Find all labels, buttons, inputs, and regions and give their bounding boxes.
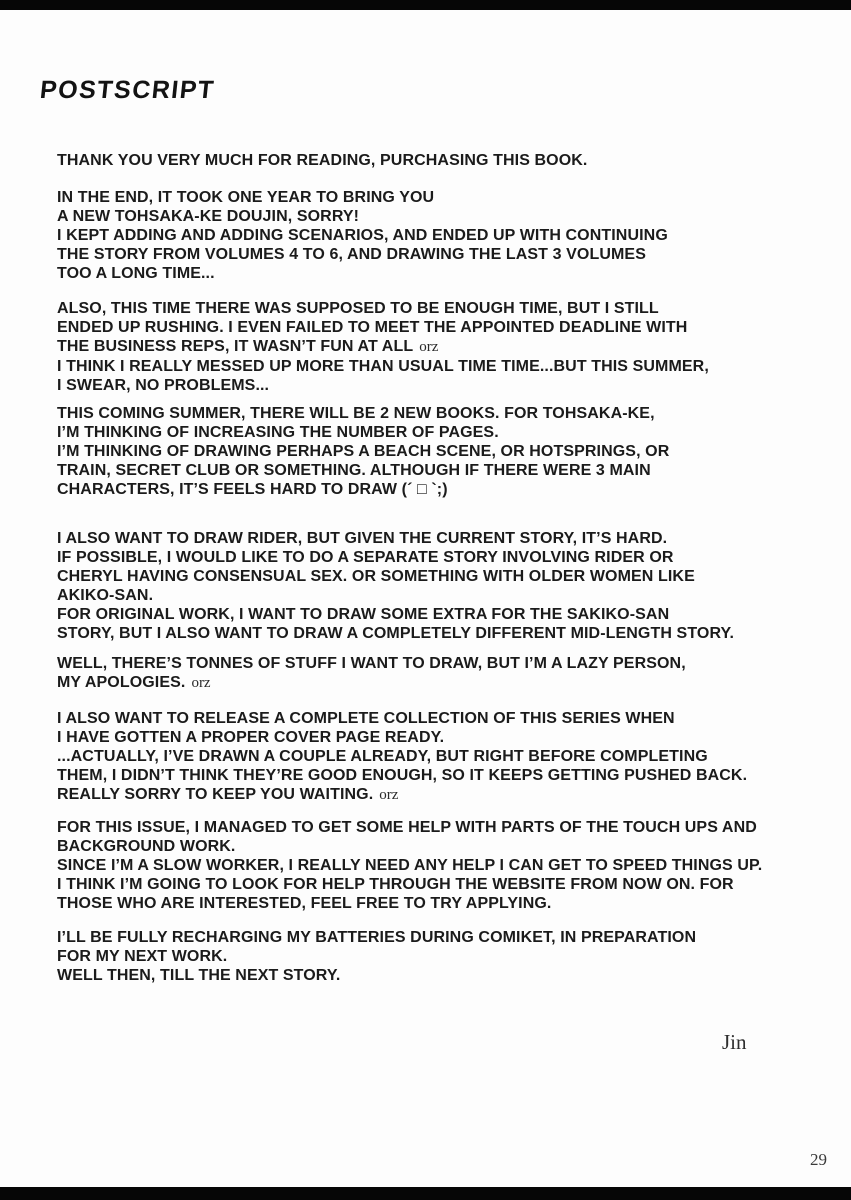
text-line: ENDED UP RUSHING. I EVEN FAILED TO MEET THE APPOINTED DEADLINE WITH [57, 319, 688, 336]
text-line: FOR MY NEXT WORK. [57, 948, 228, 965]
text-line: ...ACTUALLY, I’VE DRAWN A COUPLE ALREADY, BUT RIGHT BEFORE COMPLETING [57, 748, 708, 765]
text-line: STORY, BUT I ALSO WANT TO DRAW A COMPLETELY DIFFERENT MID-LENGTH STORY. [57, 625, 735, 642]
text-line: I’M THINKING OF INCREASING THE NUMBER OF PAGES. [57, 424, 499, 441]
paragraph-collection [57, 709, 847, 805]
text-line: I KEPT ADDING AND ADDING SCENARIOS, AND ENDED UP WITH CONTINUING [57, 227, 668, 244]
page-title: POSTSCRIPT [38, 76, 217, 104]
text-line: THOSE WHO ARE INTERESTED, FEEL FREE TO TRY APPLYING. [57, 895, 552, 912]
text-line: BACKGROUND WORK. [57, 838, 236, 855]
orz-emoticon: orz [419, 339, 439, 355]
text-line [57, 785, 847, 805]
text-segment: REALLY SORRY TO KEEP YOU WAITING. [57, 786, 374, 803]
text-line: AKIKO-SAN. [57, 587, 154, 604]
paragraph-one-year [57, 188, 847, 283]
text-line: THIS COMING SUMMER, THERE WILL BE 2 NEW BOOKS. FOR TOHSAKA-KE, [57, 405, 655, 422]
orz-emoticon: orz [379, 787, 399, 803]
paragraph-summer-books [57, 404, 847, 499]
text-segment: THE BUSINESS REPS, IT WASN’T FUN AT ALL [57, 338, 414, 355]
paragraph-thanks [57, 151, 847, 170]
text-line: I THINK I’M GOING TO LOOK FOR HELP THROUGH THE WEBSITE FROM NOW ON. FOR [57, 876, 734, 893]
text-line: CHERYL HAVING CONSENSUAL SEX. OR SOMETHING WITH OLDER WOMEN LIKE [57, 568, 695, 585]
paragraph-help [57, 818, 847, 913]
bottom-border [0, 1187, 851, 1200]
text-line: WELL, THERE’S TONNES OF STUFF I WANT TO DRAW, BUT I’M A LAZY PERSON, [57, 655, 686, 672]
paragraph-lazy [57, 654, 847, 693]
text-line: I THINK I REALLY MESSED UP MORE THAN USUAL TIME TIME...BUT THIS SUMMER, [57, 358, 709, 375]
text-line: WELL THEN, TILL THE NEXT STORY. [57, 967, 341, 984]
text-line: I ALSO WANT TO RELEASE A COMPLETE COLLECTION OF THIS SERIES WHEN [57, 710, 675, 727]
text-line: THANK YOU VERY MUCH FOR READING, PURCHASING THIS BOOK. [57, 152, 588, 169]
text-line: CHARACTERS, IT’S FEELS HARD TO DRAW (´ □ `;) [57, 481, 448, 498]
text-line: A NEW TOHSAKA-KE DOUJIN, SORRY! [57, 208, 360, 225]
text-line: SINCE I’M A SLOW WORKER, I REALLY NEED ANY HELP I CAN GET TO SPEED THINGS UP. [57, 857, 763, 874]
text-line: IF POSSIBLE, I WOULD LIKE TO DO A SEPARATE STORY INVOLVING RIDER OR [57, 549, 674, 566]
text-line [57, 337, 847, 357]
text-line: I HAVE GOTTEN A PROPER COVER PAGE READY. [57, 729, 445, 746]
text-line: FOR THIS ISSUE, I MANAGED TO GET SOME HELP WITH PARTS OF THE TOUCH UPS AND [57, 819, 757, 836]
text-line: TRAIN, SECRET CLUB OR SOMETHING. ALTHOUGH IF THERE WERE 3 MAIN [57, 462, 651, 479]
paragraph-farewell [57, 928, 847, 985]
text-line: TOO A LONG TIME... [57, 265, 215, 282]
text-line: ALSO, THIS TIME THERE WAS SUPPOSED TO BE ENOUGH TIME, BUT I STILL [57, 300, 659, 317]
text-line: THEM, I DIDN’T THINK THEY’RE GOOD ENOUGH, SO IT KEEPS GETTING PUSHED BACK. [57, 767, 748, 784]
orz-emoticon: orz [191, 675, 211, 691]
page-number: 29 [810, 1150, 827, 1169]
text-line: IN THE END, IT TOOK ONE YEAR TO BRING YOU [57, 189, 435, 206]
text-line [57, 673, 847, 693]
top-border [0, 0, 851, 10]
paragraph-rushing [57, 299, 847, 395]
text-segment: MY APOLOGIES. [57, 674, 186, 691]
text-line: I’M THINKING OF DRAWING PERHAPS A BEACH SCENE, OR HOTSPRINGS, OR [57, 443, 670, 460]
text-line: I SWEAR, NO PROBLEMS... [57, 377, 270, 394]
text-line: THE STORY FROM VOLUMES 4 TO 6, AND DRAWING THE LAST 3 VOLUMES [57, 246, 646, 263]
text-line: I ALSO WANT TO DRAW RIDER, BUT GIVEN THE CURRENT STORY, IT’S HARD. [57, 530, 668, 547]
text-line: I’LL BE FULLY RECHARGING MY BATTERIES DURING COMIKET, IN PREPARATION [57, 929, 697, 946]
author-signature: Jin [722, 1030, 747, 1054]
text-line: FOR ORIGINAL WORK, I WANT TO DRAW SOME EXTRA FOR THE SAKIKO-SAN [57, 606, 670, 623]
paragraph-rider [57, 529, 847, 643]
